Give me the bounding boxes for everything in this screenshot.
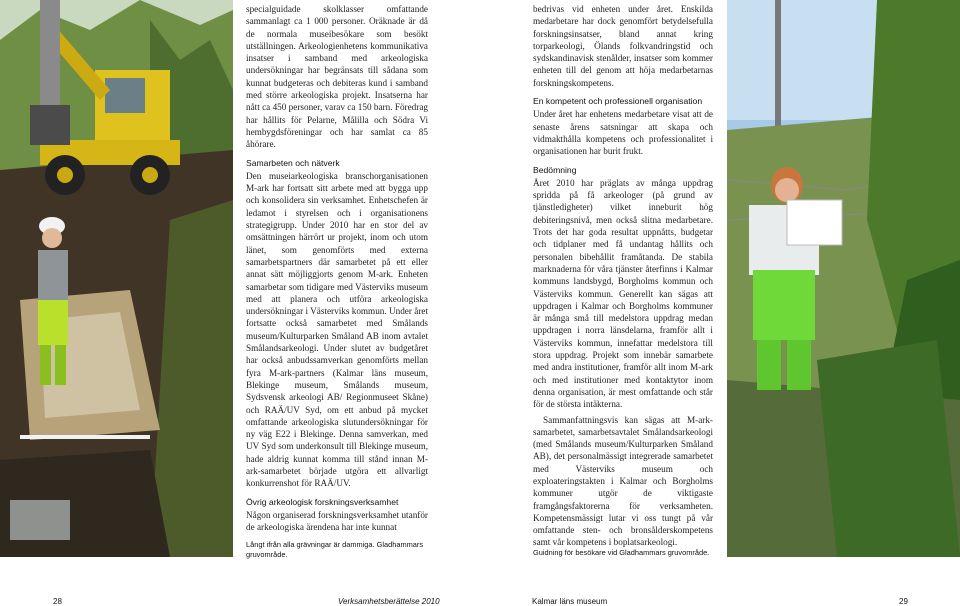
right-paragraph: bedrivas vid enheten under året. Enskilda medarbetare har dock genomfört betydelsefulla forskningsinsatser, bland annat kring torparkeologi, Ölands folkvandringstid och sydskandinavisk stenålder, insatser som kommer enheten till del genom att höja medarbetarnas forskningskompetens. bbox=[533, 4, 713, 88]
section-heading-samarbeten: Samarbeten och nätverk bbox=[246, 157, 340, 168]
right-paragraph: Året 2010 har präglats av många uppdrag spridda på få arkeologer (på grund av tjänstledigheter) vilket inneburit hög debiteringsnivå, men också slitna medarbetare. Trots det har goda resultat uppnåtts, budgetar och tidplaner med få undantag hållits och personalen bibehållit framåtanda. De stabila marknaderna för våra tjänster återfinns i Kalmar kommuns landsbygd, Borgholms kommun och Västerviks kommun. Generellt kan sägas att uppdragen i Kalmar och Borgholms kommuner är många små till medelstora uppdrag medan uppdragen i norra länsdelarna, framför allt i Västerviks kommun, innefattar medelstora till stora uppdrag. Projekt som innebär samarbete med andra institutioner, framför allt inom M-ark och med institutioner med kontaktytor inom denna organisation, är mest omfattande och står för de största intäkterna. bbox=[533, 177, 713, 410]
left-paragraph: Någon organiserad forskningsverksamhet utanför de arkeologiska ärendena har inte kunnat bbox=[246, 509, 428, 533]
right-paragraph: Under året har enhetens medarbetare visat att de senaste årens satsningar att skapa och vidmakthålla kompetens och professionalitet i organisationen har burit frukt. bbox=[533, 109, 713, 157]
section-heading-forskning: Övrig arkeologisk forskningsverksamhet bbox=[246, 496, 399, 507]
left-footer-title: Verksamhetsberättelse 2010 bbox=[338, 597, 440, 606]
right-paragraph: Sammanfattningsvis kan sägas att M-ark-samarbetet, samarbetsavtalet Smålandsarkeologi (med Smålands museum/Kulturparken Småland AB), det personalmässigt integrerade samarbetet med Västerviks museum och exploateringstakten i Kalmar och Borgholms kommuner utgör de viktigaste framgångsfaktorerna för verksamheten. Kompetensmässigt lutar vi oss tungt på vår omfattande sten- och bronsålderskompetens samt vår kompetens i boplatsarkeologi. bbox=[533, 414, 713, 548]
left-paragraph: specialguidade skolklasser omfattande sammanlagt ca 1 000 personer. Oräknade är då de normala museibesökare som besökt utställningen. Arkeologienhetens kommunikativa insatser i samband med arkeologiska undersökningar har begränsats till sådana som kunnat budgeteras och debiteras kund i samband med större arkeologiska projekt. Insatserna har nått ca 450 personer, varav ca 150 barn. Föredrag har hållits för Pelarne, Målilla och Södra Vi hembygdsföreningar och har samlat ca 85 åhörare. bbox=[246, 4, 428, 150]
left-page-number: 28 bbox=[53, 597, 62, 606]
guide-photo bbox=[727, 0, 960, 557]
left-paragraph: Den museiarkeologiska branschorganisationen M-ark har fortsatt sitt arbete med att bygga upp och konsolidera sin verksamhet. Enhetschefen är ledamot i styrelsen och i organisationens strategigrupp. Under 2010 har en stor del av omsättningen härrört ur projekt, inom och utom länet, som genomförts med externa samarbetspartners där samarbetet på ett eller annat sätt möjliggjorts genom M-ark. Enheten samarbetar som tidigare med Västerviks museum med att planera och utföra arkeologiska undersökningar i Västerviks kommun. Under året fortsatte också samarbetet med Smålands museum/Kulturparken Småland AB inom avtalet Smålandsarkeologi. Under slutet av budgetåret har också anbudssamverkan genomförts mellan fyra M-ark-partners (Kalmar läns museum, Blekinge museum, Smålands museum, Sydsvensk arkeologi AB/ Regionmuseet Skåne) och RAÄ/UV Syd, om ett anbud på mycket omfattande arkeologiska slutundersökningar för ny väg E22 i Blekinge. Denna samverkan, med UV Syd som underkonsult till Blekinge museum, hade aldrig kunnat komma till stånd innan M-ark-samarbetet började utgöra ett allvarligt konkurrenshot för RAÄ/UV. bbox=[246, 170, 429, 489]
section-heading-kompetent: En kompetent och professionell organisation bbox=[533, 96, 703, 107]
right-text-column bbox=[533, 3, 713, 552]
right-footer-title: Kalmar läns museum bbox=[532, 597, 608, 606]
excavation-photo bbox=[0, 0, 233, 557]
right-page-number: 29 bbox=[899, 597, 908, 606]
left-text-column bbox=[246, 3, 428, 536]
section-heading-bedomning: Bedömning bbox=[533, 164, 577, 175]
left-photo-caption: Långt ifrån alla grävningar är dammiga. Gladhammars gruvområde. bbox=[246, 540, 424, 559]
right-photo-caption: Guidning för besökare vid Gladhammars gruvområde. bbox=[533, 548, 710, 557]
